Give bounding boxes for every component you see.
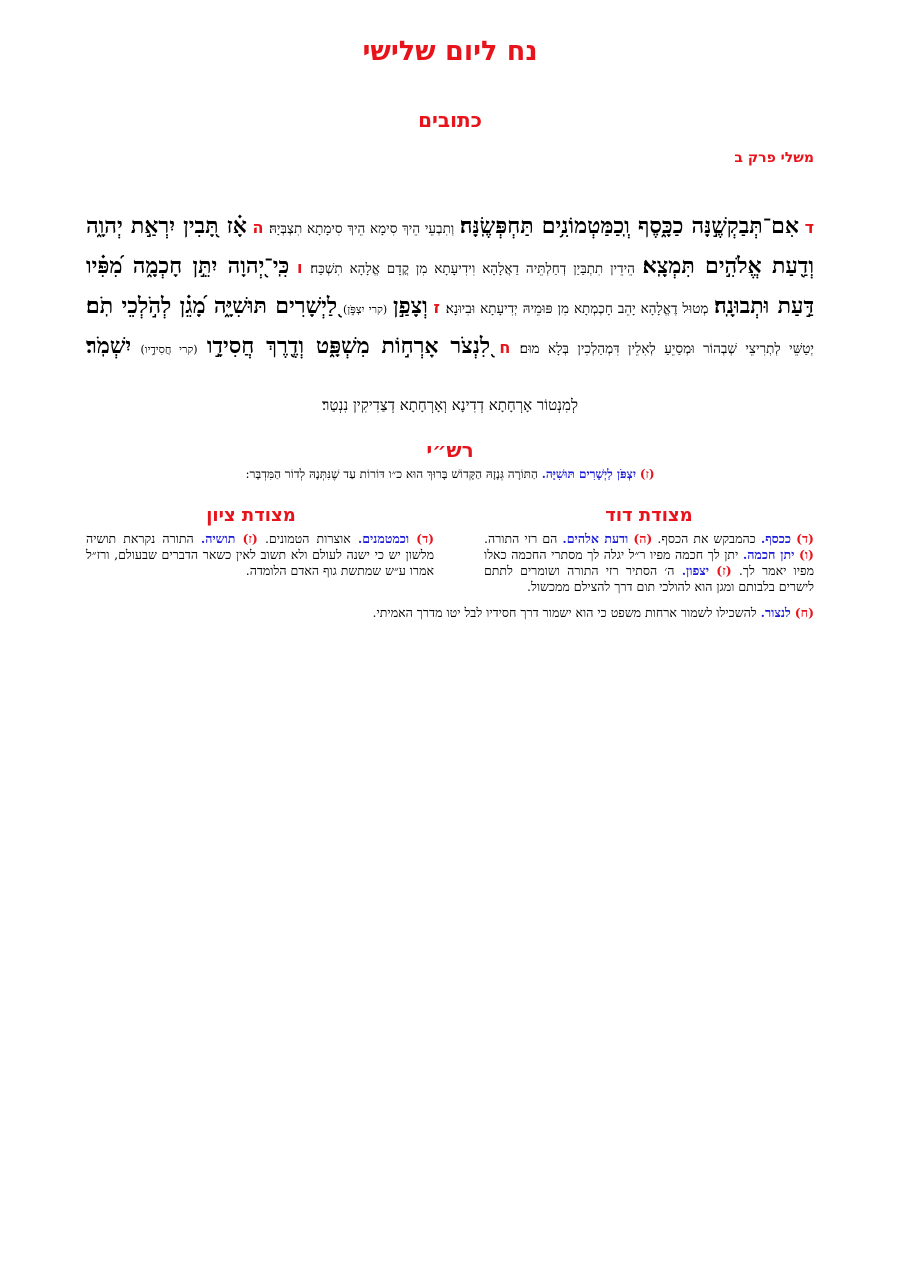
verse-text: אָ֗ז תָּ֭בִין יִרְאַ֣ת יְהוָ֑ה וְדַ֖עַת אֱלֹהִ֣ים תִּמְצָֽא׃ [86,213,815,279]
verse-number: ו [297,258,303,277]
verses-block [86,208,814,368]
comment-body: ה׳ הסתיר רזי התורה ושומרים לתתם לישרים בלבותם ומגן הוא להולכי תום דרך להצילם ממכשול. [484,563,814,594]
metzudat-david-continuation [86,605,814,621]
verse-text: לִ֭נְצֹר אָרְח֣וֹת מִשְׁפָּ֑ט וְדֶ֖רֶךְ חֲסִידָ֣ו [206,333,491,359]
comment-body: להשכילו לשמור ארחות משפט כי הוא ישמור דרך חסידיו לבל יטו מדרך האמיתי. [372,605,757,620]
verse-4 [264,213,814,239]
verse-number: ד [804,218,814,237]
rashi-title: רש״י [426,438,474,462]
verse-text: וְצָפַ֣ן [393,293,428,319]
comment-number: (ו) [798,547,814,562]
comment-heading: ככסף. [760,531,792,546]
comment-number: (ד) [416,531,434,546]
comment-heading: תושיה. [200,531,236,546]
verse-number: ה [252,218,264,237]
targum-text: וְתִבְעֵי הֵיךְ סִימָא הֵיךְ סִימָתָא תִצְבְּיָהּ׃ [269,221,455,237]
comment-heading: יצפון. [681,563,710,578]
rashi-body: הַתּוֹרָה גְּנָזָהּ הַקָּדוֹשׁ בָּרוּךְ הוּא כ״ו דּוֹרוֹת עַד שֶׁנִּתְּנָהּ לְדוֹר הַמִּדְבָּר: [245,467,538,481]
comment-body: אוצרות הטמונים. [264,531,351,546]
verse-8-targum: לְמִנְטוֹר אָרְחָתָא דְדִינָא וְאָרְחָתָא דְצַדִיקִין נִנְטַר׃ [322,396,578,414]
kri-note: (קרי יִצְפֹּ֣ן) [343,303,388,316]
comment-number: (ד) [796,531,814,546]
metzudat-david-column [484,531,814,595]
targum-text: הֵידֵין תִתְבַּיַן דְחַלְתֵּיה דַאֲלָהָא וִידִיעָתָא מִן קֳדָם אֱלָהָא תִשְׁכַּח׃ [310,261,635,277]
rashi-commentary [86,466,814,482]
comment-number: (ח) [794,605,814,620]
kri-note: (קרי חֲסִידָ֣יו) [140,343,198,356]
page-title: נח ליום שלישי [362,36,538,67]
targum-text: מְטוּל דֶאֱלָהָא יָהֵב חָכְמְתָא מִן פּוּמֵיהּ יְדִיעָתָא וּבִיוּנָא׃ [445,301,709,317]
verse-number: ח [499,338,511,357]
rashi-heading: יִצְפֹּן לַיְשָׁרִים תּוּשִׁיָּה. [541,467,636,481]
comment-body: כהמבקש את הכסף. [657,531,756,546]
comment-body: הם רזי התורה. [484,531,558,546]
rashi-verse-number: (ז) [639,467,655,481]
comment-heading: לנצור. [760,605,791,620]
comment-number: (ז) [716,563,732,578]
metzudat-zion-title: מצודת ציון [206,505,296,526]
metzudat-zion-column [86,531,434,579]
verse-8 [86,333,511,359]
comment-heading: יתן חכמה. [742,547,795,562]
comment-body: התורה נקראת תושיה מלשון יש כי ישנה לעולם ולא תשוב לאין כשאר הדברים שבעולם, ורז״ל אמרו ע״ש שמתשת גוף האדם הלומדה. [86,531,434,578]
verse-text-continued: לַ֭יְשָׁרִים תּוּשִׁיָּ֑ה מָ֝גֵ֗ן לְהֹ֣לְכֵי תֹֽם׃ [86,293,338,319]
verse-number: ז [433,298,440,317]
comment-heading: וכמטמנים. [357,531,410,546]
comment-number: (ז) [242,531,258,546]
verse-text: אִם־תְּבַקְשֶׁ֣נָּה כַכָּ֑סֶף וְֽכַמַּטְמוֹנִ֥ים תַּחְפְּשֶֽׂנָּה׃ [459,213,799,239]
comment-body: יתן לך חכמה מפיו ר״ל יגלה לך מסתרי החכמה כאלו מפיו יאמר לך. [484,547,814,578]
verse-text: כִּֽי־יְ֭הוָה יִתֵּ֣ן חָכְמָ֑ה מִ֝פִּ֗יו דַּ֣עַת וּתְבוּנָֽה׃ [86,253,815,319]
chapter-heading: משלי פרק ב [734,150,814,166]
targum-text: יְטַשֵּׁי לְתְרִיצֵי שְׁבְהוֹר וּמְסַיֵעַ לְאִלֵין דִּמְהַלְכִין בְּלָא מוּם׃ [519,341,814,357]
section-title: כתובים [418,108,482,132]
comment-heading: ודעת אלהים. [562,531,629,546]
verse-text-continued: יִשְׁמֹֽר׃ [86,333,132,359]
comment-number: (ה) [633,531,653,546]
metzudat-david-title: מצודת דוד [605,505,693,526]
